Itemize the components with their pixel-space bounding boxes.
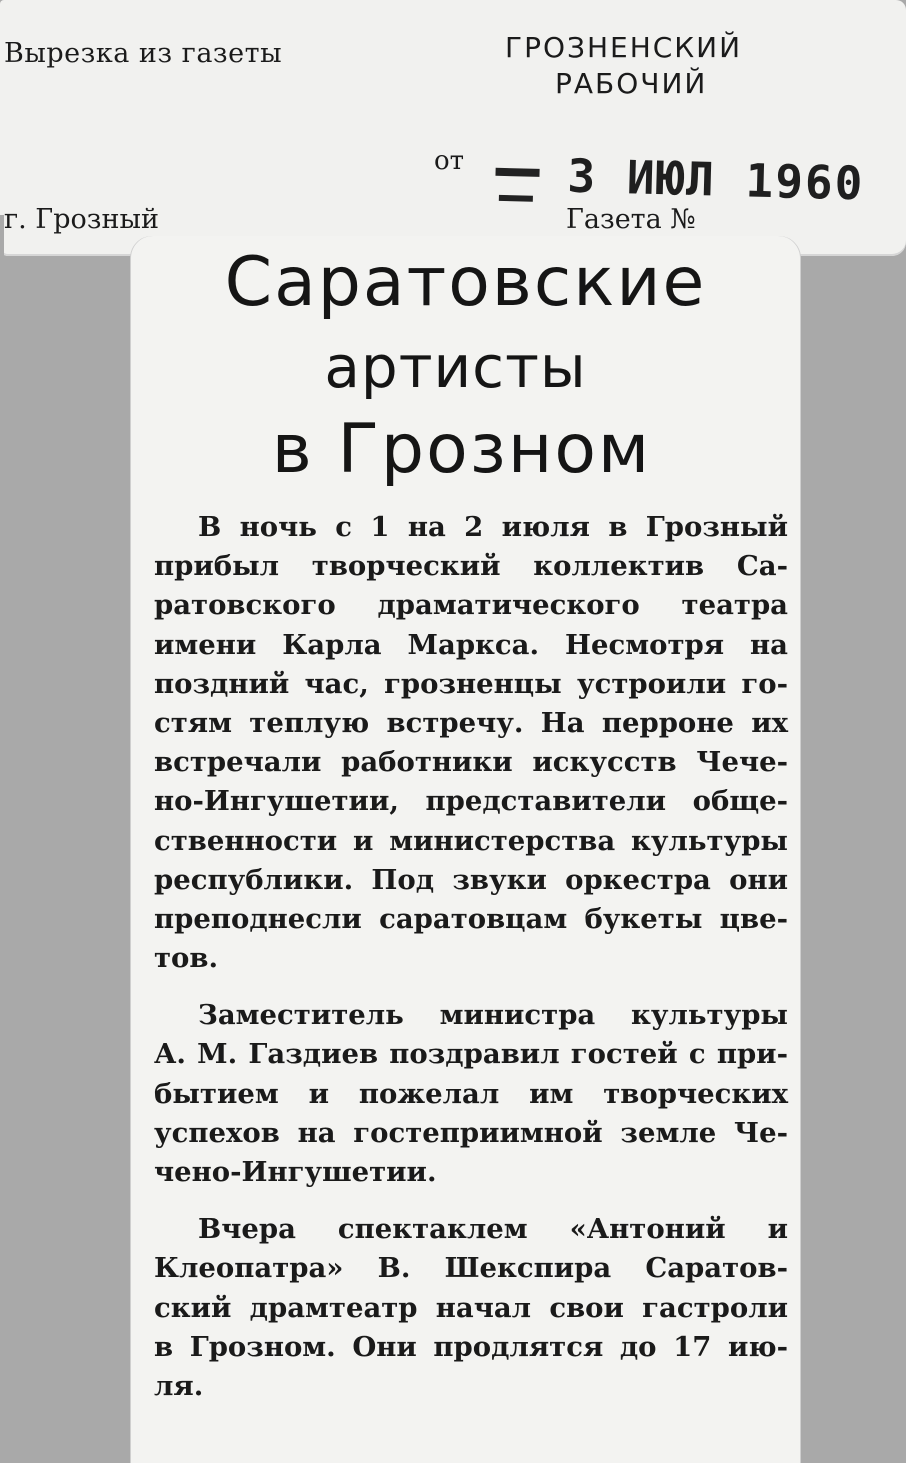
newspaper-name-line2: РАБОЧИЙ bbox=[555, 67, 708, 100]
headline-line-3: в Грозном bbox=[271, 410, 652, 489]
text-line: Клеопатра» В. Шекспира Саратов- bbox=[154, 1252, 788, 1285]
headline-line-2: артисты bbox=[324, 333, 587, 401]
text-line: в Грозном. Они продлятся до 17 ию- bbox=[154, 1330, 788, 1363]
city-label: г. Грозный bbox=[4, 204, 159, 235]
date-stamp-text: 3 ИЮЛ 1960 bbox=[566, 148, 866, 211]
text-line: поздний час, грозненцы устроили го- bbox=[154, 667, 788, 700]
paragraph-2 bbox=[154, 996, 788, 1192]
text-line: ратовского драматического театра bbox=[154, 589, 788, 622]
text-line: прибыл творческий коллектив Са- bbox=[154, 550, 788, 583]
date-prefix: от bbox=[434, 146, 465, 176]
text-line: ский драмтеатр начал свои гастроли bbox=[154, 1291, 788, 1324]
clipping-label: Вырезка из газеты bbox=[4, 38, 283, 69]
text-line: но-Ингушетии, представители обще- bbox=[154, 785, 788, 818]
text-line: тов. bbox=[154, 942, 219, 975]
text-line: А. М. Газдиев поздравил гостей с при- bbox=[154, 1038, 788, 1071]
text-line: ля. bbox=[154, 1369, 204, 1402]
text-line: имени Карла Маркса. Несмотря на bbox=[154, 628, 788, 661]
text-line: встречали работники искусств Чече- bbox=[154, 746, 788, 779]
paragraph-3 bbox=[154, 1210, 788, 1406]
clipping-header-slip bbox=[0, 0, 906, 256]
article-clipping bbox=[131, 236, 800, 1463]
text-line: стям теплую встречу. На перроне их bbox=[154, 706, 788, 739]
issue-label: Газета № bbox=[566, 204, 696, 235]
newspaper-name-line1: ГРОЗНЕНСКИЙ bbox=[505, 31, 743, 64]
stamp-dash bbox=[495, 167, 539, 176]
text-line: чено-Ингушетии. bbox=[154, 1156, 437, 1188]
text-line: бытием и пожелал им творческих bbox=[154, 1077, 788, 1110]
text-line: В ночь с 1 на 2 июля в Грозный bbox=[198, 511, 788, 543]
text-line: Заместитель министра культуры bbox=[198, 999, 788, 1032]
paragraph-1 bbox=[154, 508, 788, 978]
text-line: преподнесли саратовцам букеты цве- bbox=[154, 902, 788, 935]
headline-line-1: Саратовские bbox=[224, 243, 707, 322]
stamp-dash-lower bbox=[499, 195, 533, 202]
header-corner-cut bbox=[0, 215, 4, 255]
text-line: ственности и министерства культуры bbox=[154, 824, 788, 857]
text-line: республики. Под звуки оркестра они bbox=[154, 863, 788, 896]
date-stamp bbox=[494, 148, 896, 241]
article-body bbox=[154, 508, 788, 1406]
text-line: Вчера спектаклем «Антоний и bbox=[198, 1213, 788, 1246]
text-line: успехов на гостеприимной земле Че- bbox=[154, 1116, 788, 1149]
